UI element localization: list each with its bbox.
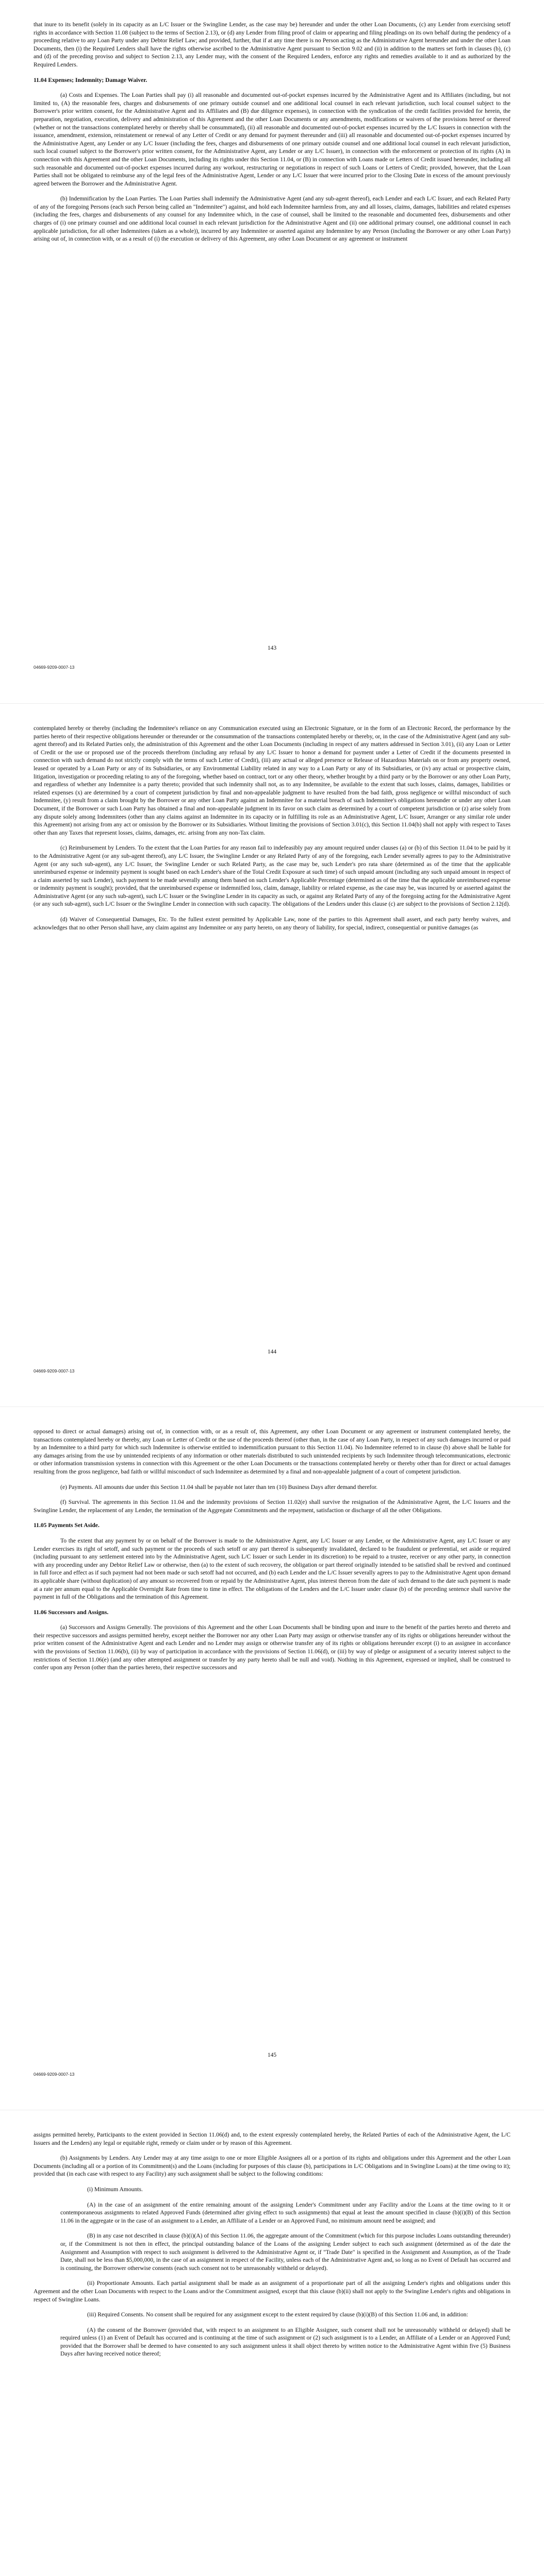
page-143 [0,0,544,703]
paragraph-reimbursement: (c) Reimbursement by Lenders. To the extent that the Loan Parties for any reason fail to indefeasibly pay any amount required under clauses (a) or (b) of this Section 11.04 to be paid by it to the Administrative Agent (or any sub-agent thereof), any L/C Issuer, the Swingline Lender or any Related Party of any of the foregoing, each Lender severally agrees to pay to the Administrative Agent (or any such sub-agent), any L/C Issuer, the Swingline Lender or such Related Party, as the case may be, such Lender's pro rata share (determined as of the time that the applicable unreimbursed expense or indemnity payment is sought based on each Lender's share of the Total Credit Exposure at such time) of such unpaid amount (including any such unpaid amount in respect of a claim asserted by such Lender), such payment to be made severally among them based on such Lender's Applicable Percentage (determined as of the time that the applicable unreimbursed expense or indemnity payment is sought); provided, that the unreimbursed expense or indemnified loss, claim, damage, liability or related expense, as the case may be, was incurred by or asserted against the Administrative Agent (or any such sub-agent), such L/C Issuer or the Swingline Lender in its capacity as such, or against any Related Party of any of the foregoing acting for the Administrative Agent (or any such sub-agent), such L/C Issuer or the Swingline Lender in connection with such capacity. The obligations of the Lenders under this clause (c) are subject to the provisions of Section 2.12(d). [34,844,510,908]
section-heading-11-06: 11.06 Successors and Assigns. [34,1608,109,1616]
page-145 [0,1406,544,2110]
paragraph-successors: (a) Successors and Assigns Generally. The provisions of this Agreement and the other Loan Documents shall be binding upon and inure to the benefit of the parties hereto and thereto and their respective successors and assigns permitted hereby, except neither the Borrower nor any other Loan Party may assign or otherwise transfer any of its rights or obligations hereunder without the prior written consent of the Administrative Agent and each Lender and no Lender may assign or otherwise transfer any of its rights or obligations hereunder except (i) to an assignee in accordance with the provisions of Section 11.06(b), (ii) by way of participation in accordance with the provisions of Section 11.06(d), or (iii) by way of pledge or assignment of a security interest subject to the restrictions of Section 11.06(e) (and any other attempted assignment or transfer by any party hereto shall be null and void). Nothing in this Agreement, expressed or implied, shall be construed to confer upon any Person (other than the parties hereto, their respective successors and [34,1624,510,1671]
page-number: 143 [267,645,277,651]
paragraph-payments: (e) Payments. All amounts due under this Section 11.04 shall be payable not later than ten (10) Business Days after demand therefor. [60,1483,378,1490]
document-id: 04669-9209-0007-13 [34,2072,75,2077]
paragraph-survival: (f) Survival. The agreements in this Section 11.04 and the indemnity provisions of Section 11.02(e) shall survive the resignation of the Administrative Agent, the L/C Issuers and the Swingline Lender, the replacement of any Lender, the termination of the Aggregate Commitments and the repayment, satisfaction or discharge of all the other Obligations. [34,1499,510,1514]
paragraph: that inure to its benefit (solely in its capacity as an L/C Issuer or the Swingline Lender, as the case may be) hereunder and under the other Loan Documents, (c) any Lender from exercising setoff rights in accordance with Section 11.08 (subject to the terms of Section 2.13), or (d) any Lender from filing proof of claim or appearing and filing pleadings on its own behalf during the pendency of a proceeding relative to any Loan Party under any Debtor Relief Law; and provided, further, that if at any time there is no Person acting as the Administrative Agent hereunder and under the other Loan Documents, then (i) the Required Lenders shall have the rights otherwise ascribed to the Administrative Agent pursuant to Section 9.02 and (ii) in addition to the matters set forth in clauses (b), (c) and (d) of the preceding proviso and subject to Section 2.13, any Lender may, with the consent of the Required Lenders, enforce any rights and remedies available to it and as authorized by the Required Lenders. [34,21,510,68]
page-144 [0,703,544,1407]
section-heading-11-04: 11.04 Expenses; Indemnity; Damage Waiver. [34,76,147,83]
page-body [34,21,510,250]
section-heading-11-05: 11.05 Payments Set Aside. [34,1522,100,1529]
page-body [34,724,510,939]
document-id: 04669-9209-0007-13 [34,665,75,670]
paragraph-clause-b: (B) in any case not described in clause (b)(i)(A) of this Section 11.06, the aggregate amount of the Commitment (which for this purpose includes Loans outstanding thereunder) or, if the Commitment is not then in effect, the principal outstanding balance of the Loans of the assigning Lender subject to each such assignment (determined as of the date the Assignment and Assumption with respect to such assignment is delivered to the Administrative Agent or, if "Trade Date" is specified in the Assignment and Assumption, as of the Trade Date, shall not be less than $5,000,000, in the case of an assignment in respect of the Facility, unless each of the Administrative Agent and, so long as no Event of Default has occurred and is continuing, the Borrower otherwise consents (each such consent not to be unreasonably withheld or delayed). [60,2232,510,2272]
page-number: 145 [267,2052,277,2058]
paragraph: opposed to direct or actual damages) arising out of, in connection with, or as a result of, this Agreement, any other Loan Document or any agreement or instrument contemplated hereby, the transactions contemplated hereby or thereby, any Loan or Letter of Credit or the use of the proceeds thereof (other than, in the case of any Loan Party, in respect of any such damages incurred or paid by an Indemnitee to a third party for which such Indemnitee is otherwise entitled to indemnification pursuant to this Section 11.04). No Indemnitee referred to in clause (b) above shall be liable for any damages arising from the use by unintended recipients of any information or other materials distributed to such unintended recipients by such Indemnitee through telecommunications, electronic or other information transmission systems in connection with this Agreement or the other Loan Documents or the transactions contemplated hereby or thereby other than for direct or actual damages resulting from the gross negligence, bad faith or willful misconduct of such Indemnitee as determined by a final and non-appealable judgment of a court of competent jurisdiction. [34,1428,510,1475]
paragraph-minimum-amounts: (i) Minimum Amounts. [87,2185,143,2193]
paragraph-clause-a: (A) in the case of an assignment of the entire remaining amount of the assigning Lender's Commitment under any Facility and/or the Loans at the time owing to it or contemporaneous assignments to related Approved Funds (determined after giving effect to such assignments) that equal at least the amount specified in clause (b)(i)(B) of this Section 11.06 in the aggregate or in the case of an assignment to a Lender, an Affiliate of a Lender or an Approved Fund, no minimum amount need be assigned; and [60,2201,510,2224]
page-body [34,1428,510,1679]
paragraph: contemplated hereby or thereby (including the Indemnitee's reliance on any Communication executed using an Electronic Signature, or in the form of an Electronic Record, the performance by the parties hereto of their respective obligations hereunder or thereunder or the consummation of the transactions contemplated hereby or thereby, or, in the case of the Administrative Agent (and any sub-agent thereof) and its Related Parties only, the administration of this Agreement and the other Loan Documents (including in respect of any matters addressed in Section 3.01), (ii) any Loan or Letter of Credit or the use or proposed use of the proceeds therefrom (including any refusal by any L/C Issuer to honor a demand for payment under a Letter of Credit if the documents presented in connection with such demand do not strictly comply with the terms of such Letter of Credit), (iii) any actual or alleged presence or Release of Hazardous Materials on or from any property owned, leased or operated by a Loan Party or any of its Subsidiaries, or any Environmental Liability related in any way to a Loan Party or any of its Subsidiaries, or (iv) any actual or prospective claim, litigation, investigation or proceeding relating to any of the foregoing, whether based on contract, tort or any other theory, whether brought by a third party or by the Borrower or any other Loan Party, and regardless of whether any Indemnitee is a party thereto; provided that such indemnity shall not, as to any Indemnitee, be available to the extent that such losses, claims, damages, liabilities or related expenses (x) are determined by a court of competent jurisdiction by final and non-appealable judgment to have resulted from the bad faith, gross negligence or willful misconduct of such Indemnitee, (y) result from a claim brought by the Borrower or any other Loan Party against an Indemnitee for a material breach of such Indemnitee's obligations hereunder or under any other Loan Document, if the Borrower or such Loan Party has obtained a final and non-appealable judgment in its favor on such claim as determined by a court of competent jurisdiction or (z) arise solely from any dispute solely among Indemnitees (other than any claims against an Indemnitee in its capacity or in fulfilling its role as an Administrative Agent, L/C Issuer, Arranger or any similar role under this Agreement) not arising from any act or omission by the Borrower or its Subsidiaries. Without limiting the provisions of Section 3.01(c), this Section 11.04(b) shall not apply with respect to Taxes other than any Taxes that represent losses, claims, damages, etc. arising from any non-Tax claim. [34,725,510,836]
paragraph-waiver: (d) Waiver of Consequential Damages, Etc. To the fullest extent permitted by Applicable Law, none of the parties to this Agreement shall assert, and each party hereby waives, and acknowledges that no other Person shall have, any claim against any Indemnitee or any party hereto, on any theory of liability, for special, indirect, consequential or punitive damages (as [34,916,510,931]
page-body [34,2131,510,2365]
paragraph-indemnification: (b) Indemnification by the Loan Parties. The Loan Parties shall indemnify the Administrative Agent (and any sub-agent thereof), each Lender and each L/C Issuer, and each Related Party of any of the foregoing Persons (each such Person being called an "Indemnitee") against, and hold each Indemnitee harmless from, any and all losses, claims, damages, liabilities and related expenses (including the fees, charges and disbursements of any counsel for any Indemnitee which, in the case of counsel, shall be limited to the reasonable and documented fees, disbursements and other charges of (i) one primary counsel and one additional local counsel in each relevant jurisdiction for the Administrative Agent and (ii) one additional primary counsel, one additional counsel in each applicable jurisdiction, for all other Indemnitees (taken as a whole)), incurred by any Indemnitee or asserted against any Indemnitee by any Person (including the Borrower or any other Loan Party) arising out of, in connection with, or as a result of (i) the execution or delivery of this Agreement, any other Loan Document or any agreement or instrument [34,195,510,243]
page-146 [0,2110,544,2576]
paragraph-required-consents: (iii) Required Consents. No consent shall be required for any assignment except to the extent required by clause (b)(i)(B) of this Section 11.06 and, in addition: [87,2311,468,2318]
paragraph-costs-and-expenses: (a) Costs and Expenses. The Loan Parties shall pay (i) all reasonable and documented out-of-pocket expenses incurred by the Administrative Agent and its Affiliates (including, but not limited to, (A) the reasonable fees, charges and disbursements of one primary outside counsel and one additional local counsel in each relevant jurisdiction, such local counsel subject to the Borrower's prior written consent, for the Administrative Agent and its Affiliates and (B) due diligence expenses), in connection with the syndication of the credit facilities provided for herein, the preparation, negotiation, execution, delivery and administration of this Agreement and the other Loan Documents or any amendments, modifications or waivers of the provisions hereof or thereof (whether or not the transactions contemplated hereby or thereby shall be consummated), (ii) all reasonable and documented out-of-pocket expenses incurred by the L/C Issuers in connection with the issuance, amendment, extension, reinstatement or renewal of any Letter of Credit or any demand for payment thereunder and (iii) all reasonable and documented out-of-pocket expenses incurred by the Administrative Agent, any Lender or any L/C Issuer (including the fees, charges and disbursements of one primary outside counsel and one additional local counsel in each relevant jurisdiction, such local counsel subject to the Borrower's prior written consent, for the Administrative Agent, any Lender or any L/C Issuer), in connection with the enforcement or protection of its rights (A) in connection with this Agreement and the other Loan Documents, including its rights under this Section 11.04, or (B) in connection with Loans made or Letters of Credit issued hereunder, including all such reasonable and documented out-of-pocket expenses incurred during any workout, restructuring or negotiations in respect of such Loans or Letters of Credit; provided, however, that the Loan Parties shall not be obligated to reimburse any of the legal fees of the Administrative Agent, Lender or any L/C Issuer that were incurred prior to the Closing Date in excess of the amount previously agreed between the Borrower and the Administrative Agent. [34,92,510,187]
paragraph: assigns permitted hereby, Participants to the extent provided in Section 11.06(d) and, to the extent expressly contemplated hereby, the Related Parties of each of the Administrative Agent, the L/C Issuers and the Lenders) any legal or equitable right, remedy or claim under or by reason of this Agreement. [34,2131,510,2146]
paragraph-assignments: (b) Assignments by Lenders. Any Lender may at any time assign to one or more Eligible Assignees all or a portion of its rights and obligations under this Agreement and the other Loan Documents (including all or a portion of its Commitment(s) and the Loans (including for purposes of this clause (b), participations in L/C Obligations and in Swingline Loans) at the time owing to it); provided that (in each case with respect to any Facility) any such assignment shall be subject to the following conditions: [34,2155,510,2178]
page-number: 144 [267,1349,277,1355]
paragraph-proportionate: (ii) Proportionate Amounts. Each partial assignment shall be made as an assignment of a proportionate part of all the assigning Lender's rights and obligations under this Agreement and the other Loan Documents with respect to the Loans and/or the Commitment assigned, except that this clause (b)(ii) shall not apply to the Swingline Lender's rights and obligations in respect of Swingline Loans. [34,2280,510,2303]
paragraph-set-aside: To the extent that any payment by or on behalf of the Borrower is made to the Administrative Agent, any L/C Issuer or any Lender, or the Administrative Agent, any L/C Issuer or any Lender exercises its right of setoff, and such payment or the proceeds of such setoff or any part thereof is subsequently invalidated, declared to be fraudulent or preferential, set aside or required (including pursuant to any settlement entered into by the Administrative Agent, such L/C Issuer or such Lender in its discretion) to be repaid to a trustee, receiver or any other party, in connection with any proceeding under any Debtor Relief Law or otherwise, then (a) to the extent of such recovery, the obligation or part thereof originally intended to be satisfied shall be revived and continued in full force and effect as if such payment had not been made or such setoff had not occurred, and (b) each Lender and the L/C Issuer severally agrees to pay to the Administrative Agent upon demand its applicable share (without duplication) of any amount so recovered from or repaid by the Administrative Agent, plus interest thereon from the date of such demand to the date such payment is made at a rate per annum equal to the Applicable Overnight Rate from time to time in effect. The obligations of the Lenders and the L/C Issuer under clause (b) of the preceding sentence shall survive the payment in full of the Obligations and the termination of this Agreement. [34,1537,510,1601]
document-id: 04669-9209-0007-13 [34,1368,75,1374]
paragraph-consent-a: (A) the consent of the Borrower (provided that, with respect to an assignment to an Eligible Assignee, such consent shall not be unreasonably withheld or delayed) shall be required unless (1) an Event of Default has occurred and is continuing at the time of such assignment or (2) such assignment is to a Lender, an Affiliate of a Lender or an Approved Fund; provided that the Borrower shall be deemed to have consented to any such assignment unless it shall object thereto by written notice to the Administrative Agent within five (5) Business Days after having received notice thereof; [60,2326,510,2358]
